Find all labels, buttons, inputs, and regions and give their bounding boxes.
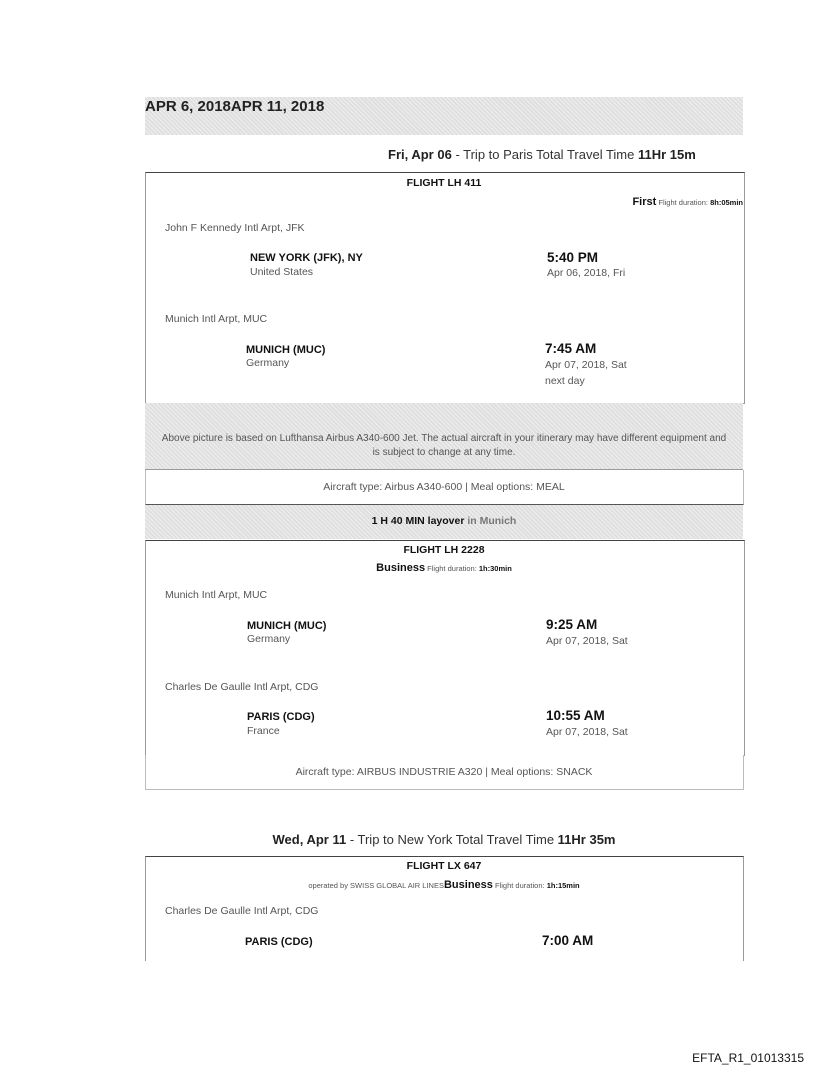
arrival-time: 7:45 AM bbox=[545, 341, 597, 356]
layover-info bbox=[145, 515, 743, 527]
flight-duration: 1h:30min bbox=[478, 564, 512, 573]
departure-city: MUNICH (MUC) bbox=[247, 620, 327, 632]
arrival-date: Apr 07, 2018, Sat bbox=[545, 359, 627, 371]
trip-header-new-york bbox=[145, 832, 743, 847]
arrival-airport: Munich Intl Arpt, MUC bbox=[165, 313, 268, 325]
trip-header-paris bbox=[388, 147, 696, 162]
departure-date: Apr 06, 2018, Fri bbox=[547, 267, 626, 279]
aircraft-type-meal: Aircraft type: Airbus A340-600 | Meal options: MEAL bbox=[323, 481, 565, 493]
departure-time: 7:00 AM bbox=[542, 933, 594, 948]
trip-total-time: 11Hr 15m bbox=[637, 147, 696, 162]
flight-class-duration bbox=[145, 558, 743, 576]
arrival-country: France bbox=[247, 725, 280, 737]
cabin-class: Business bbox=[443, 879, 493, 891]
operated-by: operated by SWISS GLOBAL AIR LINES bbox=[308, 881, 444, 890]
departure-country: United States bbox=[250, 266, 314, 278]
departure-country: Germany bbox=[247, 633, 291, 645]
departure-airport: Charles De Gaulle Intl Arpt, CDG bbox=[165, 905, 319, 917]
flight-number: FLIGHT LX 647 bbox=[406, 860, 482, 872]
flight-number: FLIGHT LH 2228 bbox=[403, 544, 485, 556]
flight-duration-label: Flight duration: bbox=[425, 564, 479, 573]
document-id: EFTA_R1_01013315 bbox=[692, 1051, 804, 1065]
layover-duration: 1 H 40 MIN layover bbox=[371, 515, 465, 527]
cabin-class: Business bbox=[376, 562, 426, 574]
departure-time: 5:40 PM bbox=[547, 250, 599, 265]
departure-airport: Munich Intl Arpt, MUC bbox=[165, 589, 268, 601]
layover-place: in Munich bbox=[464, 515, 517, 527]
arrival-city: MUNICH (MUC) bbox=[246, 344, 326, 356]
departure-airport: John F Kennedy Intl Arpt, JFK bbox=[165, 222, 305, 234]
trip-day: Wed, Apr 11 bbox=[272, 832, 347, 847]
flight-class-duration bbox=[632, 192, 743, 210]
flight-duration: 1h:15min bbox=[546, 881, 580, 890]
trip-total-time: 11Hr 35m bbox=[557, 832, 616, 847]
flight-class-duration bbox=[145, 875, 743, 893]
flight-duration-label: Flight duration: bbox=[492, 881, 547, 890]
trip-destination: - Trip to Paris Total Travel Time bbox=[451, 147, 638, 162]
next-day-note: next day bbox=[545, 375, 585, 387]
departure-date: Apr 07, 2018, Sat bbox=[546, 635, 628, 647]
flight-duration-label: Flight duration: bbox=[656, 198, 711, 207]
flight-number: FLIGHT LH 411 bbox=[406, 177, 482, 189]
departure-city: PARIS (CDG) bbox=[245, 936, 313, 948]
arrival-airport: Charles De Gaulle Intl Arpt, CDG bbox=[165, 681, 319, 693]
trip-dates-title: APR 6, 2018APR 11, 2018 bbox=[145, 98, 325, 115]
aircraft-type-meal: Aircraft type: AIRBUS INDUSTRIE A320 | Meal options: SNACK bbox=[295, 766, 593, 778]
aircraft-picture-note: Above picture is based on Lufthansa Airbus A340-600 Jet. The actual aircraft in your itinerary may have different equipment and is subject to change at any time. bbox=[161, 433, 727, 458]
arrival-date: Apr 07, 2018, Sat bbox=[546, 726, 628, 738]
trip-destination: - Trip to New York Total Travel Time bbox=[346, 832, 558, 847]
flight-duration: 8h:05min bbox=[710, 198, 743, 207]
cabin-class: First bbox=[632, 196, 657, 208]
arrival-city: PARIS (CDG) bbox=[247, 711, 315, 723]
departure-time: 9:25 AM bbox=[546, 617, 598, 632]
arrival-country: Germany bbox=[246, 357, 290, 369]
trip-day: Fri, Apr 06 bbox=[388, 147, 452, 162]
departure-city: NEW YORK (JFK), NY bbox=[250, 252, 363, 264]
arrival-time: 10:55 AM bbox=[546, 708, 605, 723]
